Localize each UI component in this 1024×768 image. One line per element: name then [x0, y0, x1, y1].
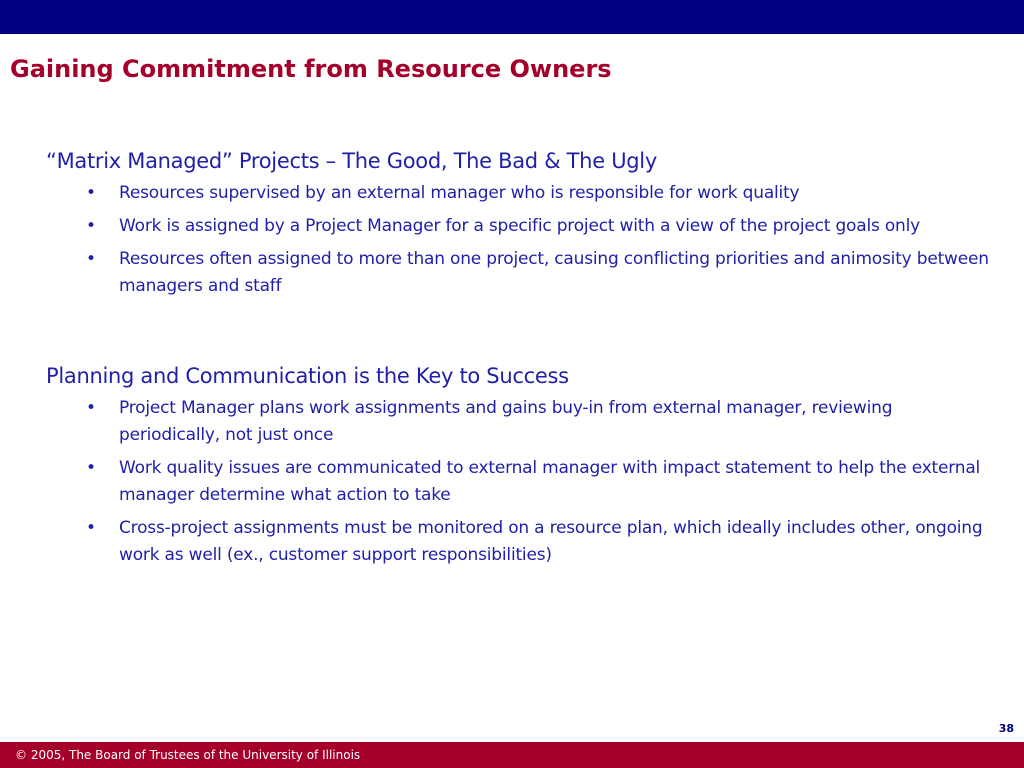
section-matrix-managed	[46, 147, 996, 306]
bullet-text: Project Manager plans work assignments and gains buy-in from external manager, reviewing periodically, not just once	[119, 398, 893, 445]
copyright-text: © 2005, The Board of Trustees of the University of Illinois	[15, 748, 361, 762]
bullet-dot-icon: •	[86, 518, 96, 538]
footer-bar	[0, 742, 1024, 768]
bullet-item	[46, 246, 996, 300]
bullet-text: Cross-project assignments must be monitored on a resource plan, which ideally includes other, ongoing work as well (ex., customer support responsibilities)	[119, 518, 983, 565]
bullet-text: Work is assigned by a Project Manager for a specific project with a view of the project goals only	[119, 216, 921, 236]
bullet-dot-icon: •	[86, 183, 96, 203]
top-banner-bar	[0, 0, 1024, 34]
slide-title: Gaining Commitment from Resource Owners	[10, 55, 612, 83]
bullet-dot-icon: •	[86, 398, 96, 418]
section-heading: “Matrix Managed” Projects – The Good, The Bad & The Ugly	[46, 149, 657, 173]
section-planning-communication	[46, 362, 996, 575]
bullet-item	[46, 180, 996, 207]
bullet-item	[46, 395, 996, 449]
bullet-item	[46, 515, 996, 569]
bullet-text: Resources supervised by an external manager who is responsible for work quality	[119, 183, 800, 203]
bullet-dot-icon: •	[86, 249, 96, 269]
bullet-list	[46, 180, 996, 300]
bullet-dot-icon: •	[86, 216, 96, 236]
bullet-item	[46, 455, 996, 509]
bullet-list	[46, 395, 996, 569]
bullet-dot-icon: •	[86, 458, 96, 478]
bullet-text: Work quality issues are communicated to external manager with impact statement to help the external manager determine what action to take	[119, 458, 981, 505]
bullet-item	[46, 213, 996, 240]
page-number: 38	[998, 722, 1014, 735]
bullet-text: Resources often assigned to more than one project, causing conflicting priorities and animosity between managers and staff	[119, 249, 989, 296]
section-heading: Planning and Communication is the Key to Success	[46, 364, 569, 388]
